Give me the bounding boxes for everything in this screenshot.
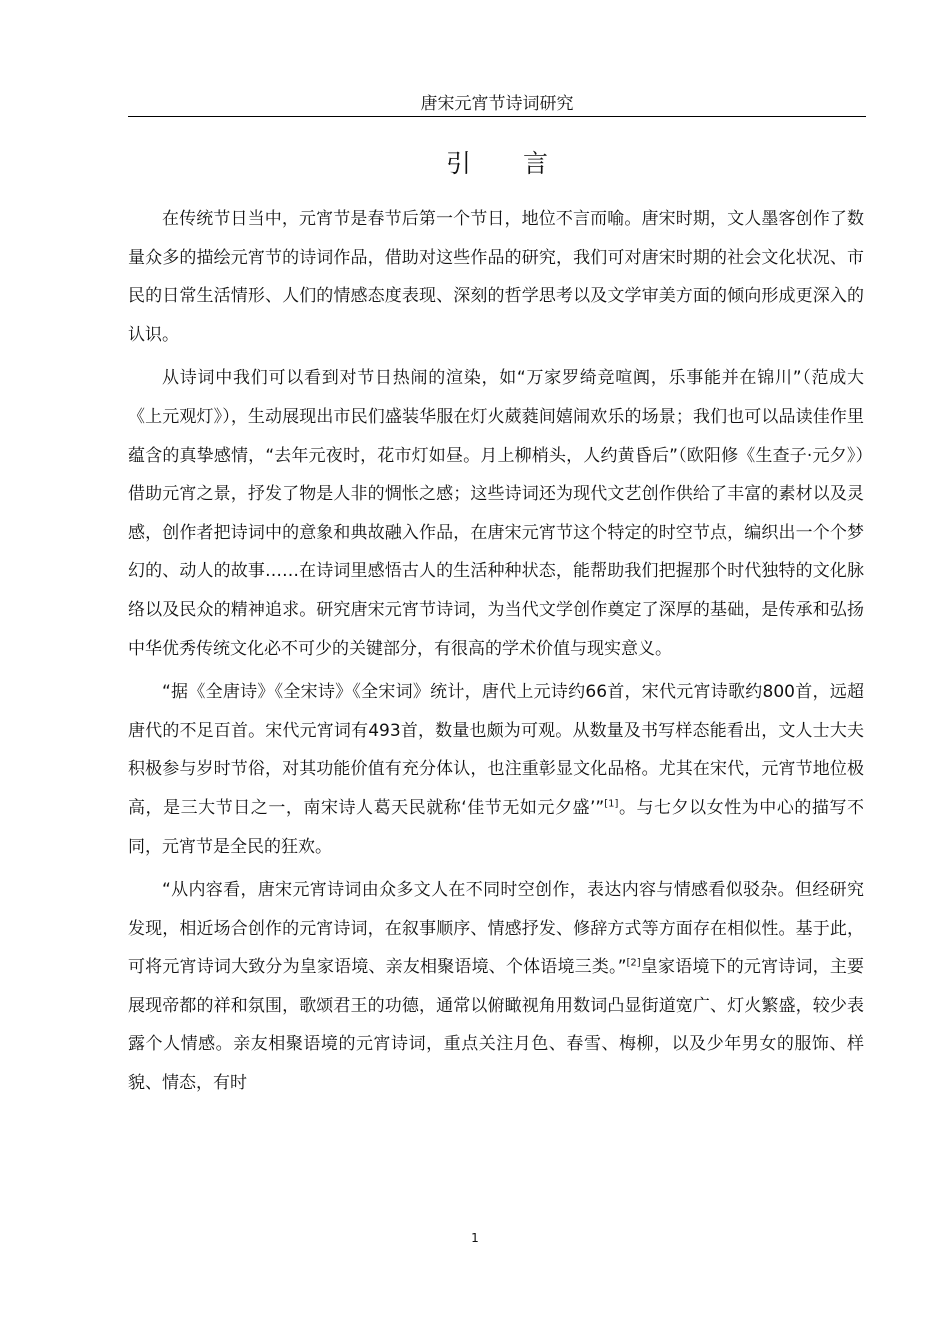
paragraph-4-text-a: “从内容看，唐宋元宵诗词由众多文人在不同时空创作，表达内容与情感看似驳杂。但经研究发现，相近场合创作的元宵诗词，在叙事顺序、情感抒发、修辞方式等方面存在相似性。基于此，可将元宵诗词大致分为皇家语境、亲友相聚语境、个体语境三类。”: [128, 880, 864, 978]
paragraph-3-text-a: “据《全唐诗》《全宋诗》《全宋词》统计，唐代上元诗约66首，宋代元宵诗歌约800首，远超唐代的不足百首。宋代元宵词有493首，数量也颇为可观。从数量及书写样态能看出，文人士大夫积极参与岁时节俗，对其功能价值有充分体认，也注重彰显文化品格。尤其在宋代，元宵节地位极高，是三大节日之一，南宋诗人葛天民就称‘佳节无如元夕盛’”: [128, 682, 864, 818]
paragraph-3: [128, 673, 864, 866]
running-header: 唐宋元宵节诗词研究: [420, 94, 574, 114]
header-rule: [128, 116, 866, 117]
paragraph-3-text-b: 。与七夕以女性为中心的描写不同，元宵节是全民的狂欢。: [128, 797, 865, 857]
body-text: [128, 200, 864, 1103]
paragraph-2: 从诗词中我们可以看到对节日热闹的渲染，如“万家罗绮竞喧阗，乐事能并在锦川”（范成大《上元观灯》），生动展现出市民们盛装华服在灯火葳蕤间嬉闹欢乐的场景；我们也可以品读佳作里蕴含的真挚感情，“去年元夜时，花市灯如昼。月上柳梢头，人约黄昏后”（欧阳修《生查子·元夕》）借助元宵之景，抒发了物是人非的惆怅之感；这些诗词还为现代文艺创作供给了丰富的素材以及灵感，创作者把诗词中的意象和典故融入作品，在唐宋元宵节这个特定的时空节点，编织出一个个梦幻的、动人的故事……在诗词里感悟古人的生活种种状态，能帮助我们把握那个时代独特的文化脉络以及民众的精神追求。研究唐宋元宵节诗词，为当代文学创作奠定了深厚的基础，是传承和弘扬中华优秀传统文化必不可少的关键部分，有很高的学术价值与现实意义。: [128, 368, 864, 659]
page-number: 1: [471, 1231, 479, 1245]
paragraph-4: [128, 871, 864, 1103]
paragraph-4-text-b: 皇家语境下的元宵诗词，主要展现帝都的祥和氛围，歌颂君王的功德，通常以俯瞰视角用数词凸显街道宽广、灯火繁盛，较少表露个人情感。亲友相聚语境的元宵诗词，重点关注月色、春雪、梅柳，以及少年男女的服饰、样貌、情态，有时: [128, 957, 864, 1094]
citation-ref-1[interactable]: [1]: [604, 798, 619, 810]
section-title: 引言: [445, 149, 600, 178]
paragraph-1: 在传统节日当中，元宵节是春节后第一个节日，地位不言而喻。唐宋时期，文人墨客创作了数量众多的描绘元宵节的诗词作品，借助对这些作品的研究，我们可对唐宋时期的社会文化状况、市民的日常生活情形、人们的情感态度表现、深刻的哲学思考以及文学审美方面的倾向形成更深入的认识。: [128, 209, 864, 345]
citation-ref-2[interactable]: [2]: [626, 957, 641, 969]
